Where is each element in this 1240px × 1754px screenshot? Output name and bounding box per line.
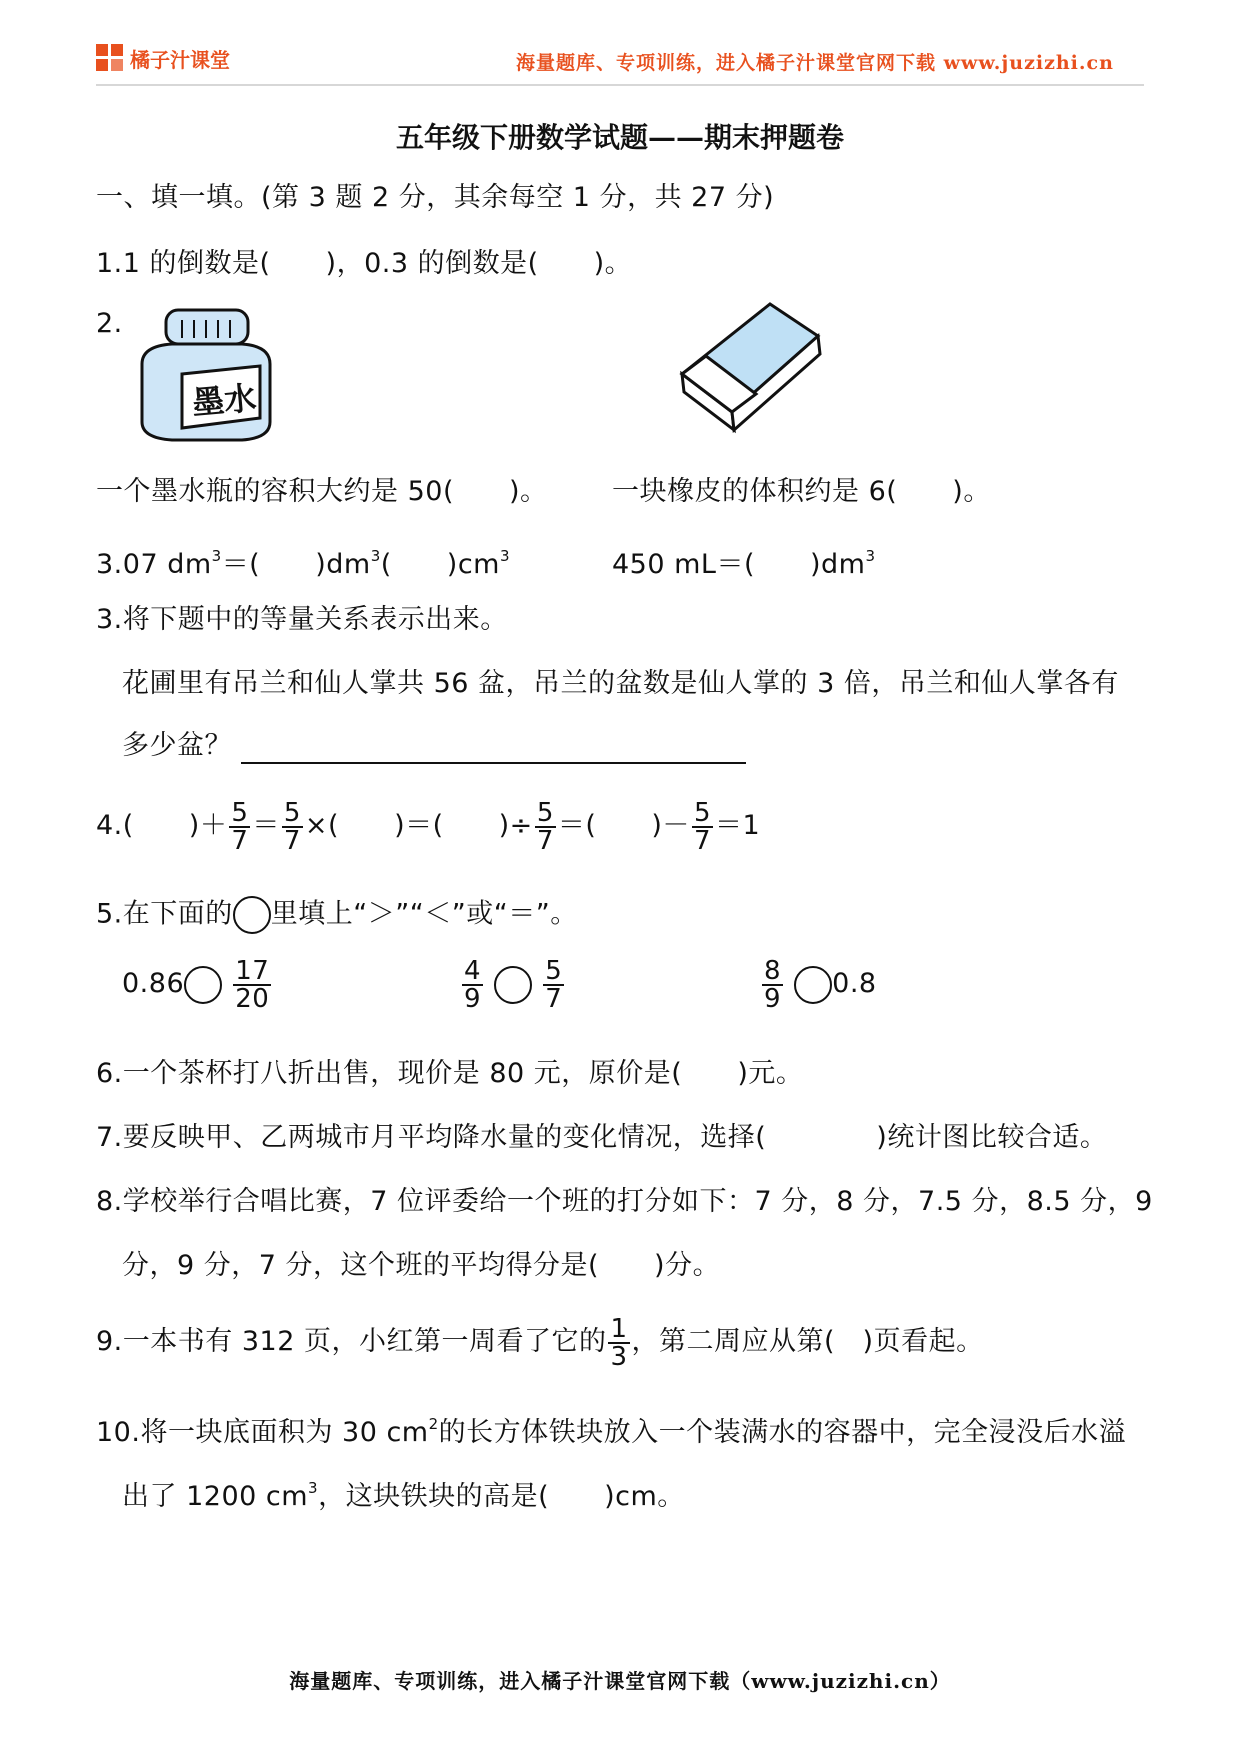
eraser-image xyxy=(676,300,836,440)
header-slogan: 海量题库、专项训练，进入橘子汁课堂官网下载 www.juzizhi.cn xyxy=(516,52,1114,74)
question-2-conversion-b: 450 mL＝( )$dm^3$ xyxy=(612,547,876,580)
ink-bottle-image xyxy=(132,304,272,444)
compare-circle xyxy=(233,896,271,934)
page-footer: 海量题库、专项训练，进入橘子汁课堂官网下载（www.juzizhi.cn） xyxy=(289,1669,951,1693)
question-3-head: 3.将下题中的等量关系表示出来。 xyxy=(96,604,508,635)
compare-circle-a[interactable] xyxy=(184,966,222,1004)
question-2-eraser-volume: 一块橡皮的体积约是 6( )。 xyxy=(612,476,991,507)
compare-circle-b[interactable] xyxy=(494,966,532,1004)
question-7: 7.要反映甲、乙两城市月平均降水量的变化情况，选择( )统计图比较合适。 xyxy=(96,1122,1108,1153)
question-10-line-2: 出了 1200 $cm^3$，这块铁块的高是( )cm。 xyxy=(122,1479,685,1512)
question-3-body-2: 多少盆？ xyxy=(122,728,746,764)
question-3-body: 花圃里有吊兰和仙人掌共 56 盆，吊兰的盆数是仙人掌的 3 倍，吊兰和仙人掌各有 xyxy=(122,668,1119,699)
ink-label: 墨水 xyxy=(190,378,258,423)
question-1: 1.1 的倒数是( )，0.3 的倒数是( )。 xyxy=(96,248,633,279)
section-heading: 一、填一填。(第 3 题 2 分，其余每空 1 分，共 27 分) xyxy=(96,182,775,213)
question-5-head: 5.在下面的 里填上“＞”“＜”或“＝”。 xyxy=(96,896,578,934)
question-6: 6.一个茶杯打八折出售，现价是 80 元，原价是( )元。 xyxy=(96,1058,804,1089)
answer-line[interactable] xyxy=(241,732,746,764)
brand-name: 橘子汁课堂 xyxy=(130,48,230,72)
question-9: 9.一本书有 312 页，小红第一周看了它的 $\frac{1}{3}$ ，第二周应从第( )页看起。 xyxy=(96,1313,984,1372)
page-title: 五年级下册数学试题——期末押题卷 xyxy=(395,121,844,154)
question-5-item-a: 0.86 $\frac{17}{20}$ xyxy=(122,955,270,1014)
question-2-ink-volume: 一个墨水瓶的容积大约是 50( )。 xyxy=(96,476,548,507)
question-10-line-1: 10.将一块底面积为 30 $cm^2$的长方体铁块放入一个装满水的容器中，完全浸没后水溢 xyxy=(96,1415,1127,1448)
brand-logo-icon xyxy=(96,44,124,72)
question-5-item-b: $\frac{4}{9}$ $\frac{5}{7}$ xyxy=(464,955,563,1014)
compare-circle-c[interactable] xyxy=(794,966,832,1004)
question-4: 4.( )＋ $\frac{5}{7}$ ＝ $\frac{5}{7}$ ×( )＝( )÷ $\frac{5}{7}$ ＝( )－ $\frac{5}{7}$ ＝1 xyxy=(96,797,761,856)
question-2-conversion-a: 3.07 $dm^3=$( )$dm^3$( )$cm^3$ xyxy=(96,547,511,580)
question-2-label: 2. xyxy=(96,308,123,339)
header-divider xyxy=(96,84,1144,86)
question-5-item-c: $\frac{8}{9}$ 0.8 xyxy=(764,955,877,1014)
question-8-line-1: 8.学校举行合唱比赛，7 位评委给一个班的打分如下：7 分，8 分，7.5 分，8.5 分，9 xyxy=(96,1186,1153,1217)
question-8-line-2: 分，9 分，7 分，这个班的平均得分是( )分。 xyxy=(122,1250,721,1281)
